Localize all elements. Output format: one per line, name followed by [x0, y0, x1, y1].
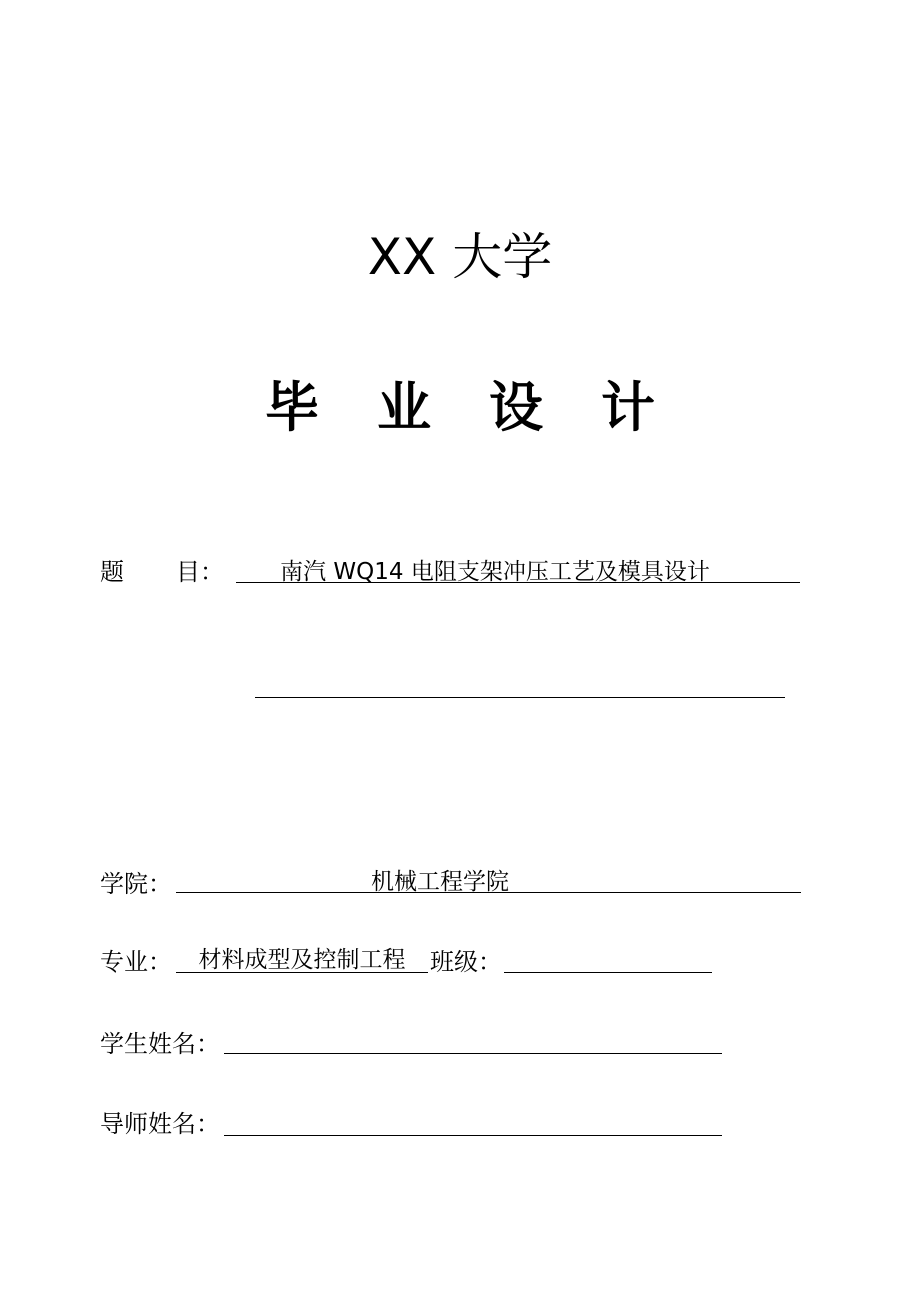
topic-value: 南汽 WQ14 电阻支架冲压工艺及模具设计: [280, 559, 710, 585]
class-underline: [504, 972, 712, 973]
advisor-name-label: 导师姓名：: [100, 1110, 220, 1138]
topic-underline-2: [255, 697, 785, 698]
advisor-name-underline: [224, 1135, 722, 1136]
major-label: 专业：: [100, 948, 172, 976]
student-name-label: 学生姓名：: [100, 1030, 220, 1058]
topic-label-char-2: 目：: [176, 558, 224, 586]
document-type-title: [0, 370, 920, 446]
college-label: 学院：: [100, 870, 172, 898]
student-name-underline: [224, 1053, 722, 1054]
topic-label-char-1: 题: [100, 558, 124, 586]
title-char-3: 设: [489, 376, 543, 439]
title-char-4: 计: [601, 376, 655, 439]
class-label: 班级：: [430, 948, 502, 976]
major-value: 材料成型及控制工程: [198, 947, 406, 973]
title-char-2: 业: [377, 376, 431, 439]
university-name: XX 大学: [367, 228, 553, 286]
college-value: 机械工程学院: [371, 869, 509, 895]
title-char-1: 毕: [265, 376, 319, 439]
